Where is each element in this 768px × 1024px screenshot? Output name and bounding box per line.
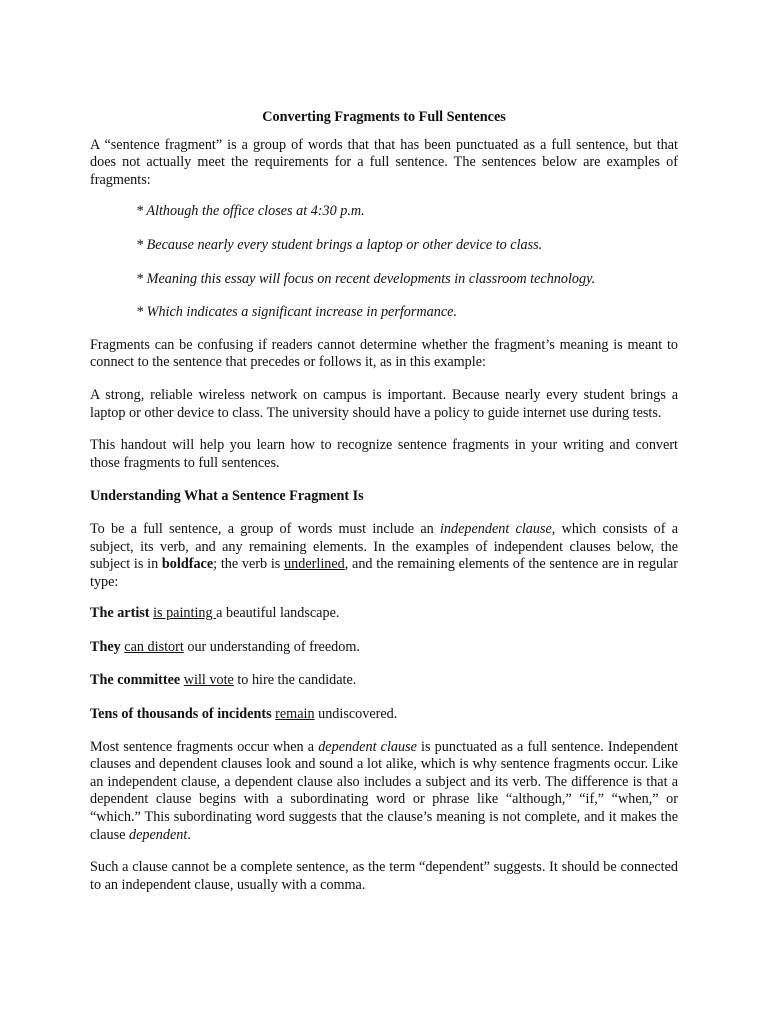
- example-paragraph: A strong, reliable wireless network on campus is important. Because nearly every student brings a laptop or other device to class. The university should have a policy to guide internet use during tests.: [90, 386, 678, 421]
- clause-verb: remain: [275, 706, 315, 723]
- independent-clause-term: independent clause: [439, 520, 552, 537]
- clause-subject: The artist: [90, 605, 150, 622]
- clause-rest: undiscovered.: [314, 706, 398, 723]
- document-body: [90, 109, 678, 894]
- dependent-text-1: Most sentence fragments occur when a: [90, 738, 319, 755]
- fragment-example-4: * Which indicates a significant increase in performance.: [136, 304, 457, 321]
- clause-example-2: [90, 639, 678, 657]
- closing-paragraph: Such a clause cannot be a complete sentence, as the term “dependent” suggests. It should be connected to an independent clause, usually with a comma.: [90, 859, 678, 893]
- dependent-term: dependent: [129, 826, 188, 843]
- clause-subject: Tens of thousands of incidents: [90, 706, 272, 723]
- clause-rest: our understanding of freedom.: [183, 638, 360, 655]
- dependent-text-2: is punctuated as a full sentence. Independent clauses and dependent clauses look and sound a lot alike, which is why sentence fragments occur. Like an independent clause, a dependent clause also includes a subject and its verb. The difference is that a dependent clause begins with a subordinating word or phrase like “although,” “if,” “when,” or “which.” This subordinating word suggests that the clause’s meaning is not complete, and it makes the clause: [90, 738, 679, 843]
- dependent-clause-term: dependent clause: [318, 738, 417, 755]
- page-title: Converting Fragments to Full Sentences: [262, 109, 506, 125]
- dependent-text-3: .: [187, 826, 191, 843]
- clause-verb: is painting: [153, 605, 217, 622]
- fragment-example-1: * Although the office closes at 4:30 p.m.: [136, 203, 365, 220]
- handout-paragraph: This handout will help you learn how to recognize sentence fragments in your writing and convert those fragments to full sentences.: [90, 437, 678, 471]
- intro-paragraph: A “sentence fragment” is a group of words that that has been punctuated as a full sentence, but that does not actually meet the requirements for a full sentence. The sentences below are examples of fragments:: [90, 136, 678, 188]
- dependent-paragraph: [90, 739, 678, 845]
- clause-example-4: [90, 706, 678, 724]
- underlined-term: underlined: [284, 556, 345, 573]
- clause-subject: They: [90, 638, 121, 655]
- definition-paragraph: [90, 521, 678, 591]
- clause-verb: can distort: [124, 638, 184, 655]
- fragment-example-2: * Because nearly every student brings a laptop or other device to class.: [136, 236, 543, 253]
- clause-rest: to hire the candidate.: [233, 672, 357, 689]
- fragment-example-3: * Meaning this essay will focus on recent developments in classroom technology.: [136, 270, 596, 287]
- clause-example-3: [90, 672, 678, 690]
- definition-text-3: ; the verb is: [213, 556, 285, 573]
- section-heading: Understanding What a Sentence Fragment Is: [90, 488, 364, 505]
- clause-subject: The committee: [90, 672, 181, 689]
- clause-example-1: [90, 605, 678, 623]
- definition-text-2: , which consists of a subject, its verb, and any remaining elements. In the examples of independent clauses below, the subject is in: [90, 520, 678, 573]
- clause-verb: will vote: [183, 672, 234, 689]
- clause-rest: a beautiful landscape.: [216, 605, 340, 622]
- boldface-term: boldface: [161, 556, 214, 573]
- definition-text-4: , and the remaining elements of the sentence are in regular type:: [90, 556, 679, 590]
- definition-text-1: To be a full sentence, a group of words must include an: [90, 520, 440, 537]
- confusing-paragraph: Fragments can be confusing if readers cannot determine whether the fragment’s meaning is meant to connect to the sentence that precedes or follows it, as in this example:: [90, 336, 678, 371]
